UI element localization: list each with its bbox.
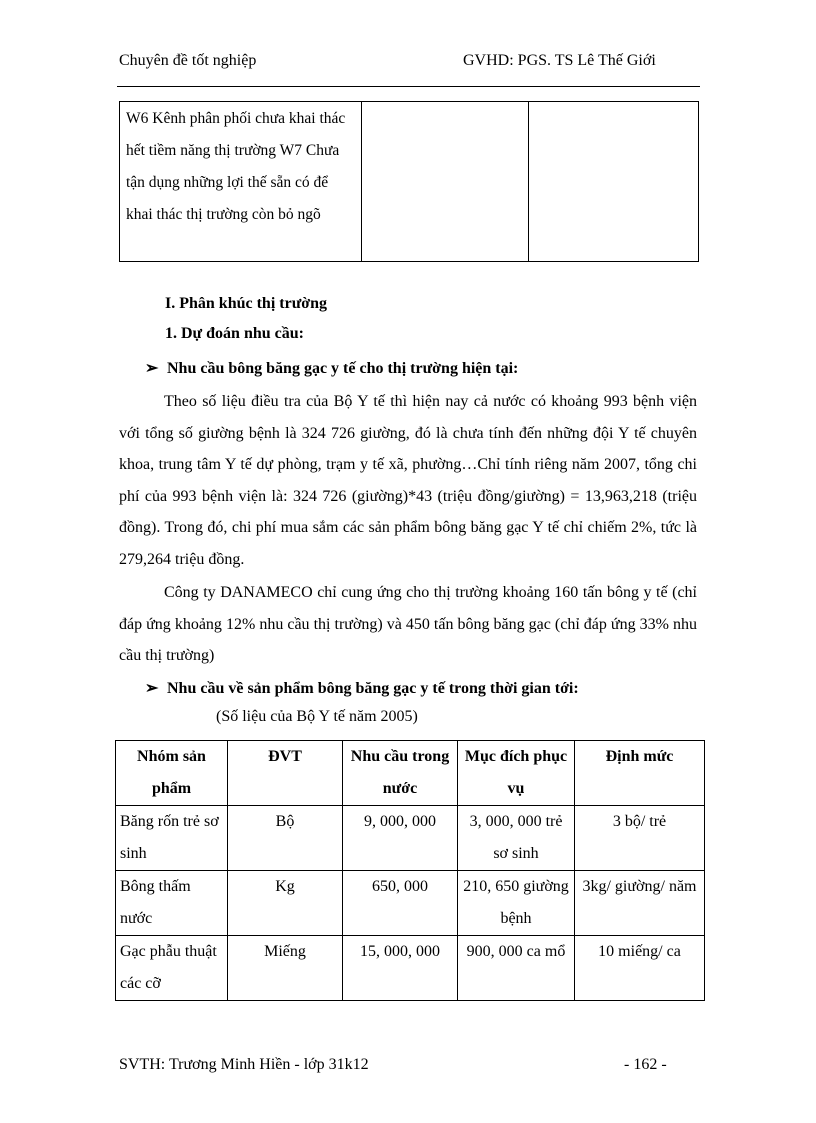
bullet-future-demand [145,678,579,698]
table-cell: 3 bộ/ trẻ [575,806,705,871]
table-cell: Bông thấm nước [116,871,228,936]
column-header: ĐVT [228,741,343,806]
table-row [116,936,705,1001]
footer-student: SVTH: Trương Minh Hiền - lớp 31k12 [119,1056,369,1073]
table-cell: Gạc phẫu thuật các cỡ [116,936,228,1001]
column-header: Định mức [575,741,705,806]
swot-empty-cell [362,102,529,262]
arrow-bullet-icon: ➢ [145,680,159,697]
header-course-title: Chuyên đề tốt nghiệp [119,52,257,69]
table-row [120,102,699,262]
table-cell: Bộ [228,806,343,871]
table-cell: Kg [228,871,343,936]
table-cell: 10 miếng/ ca [575,936,705,1001]
table-cell: Băng rốn trẻ sơ sinh [116,806,228,871]
page-number: - 162 - [624,1056,667,1073]
header-supervisor: GVHD: PGS. TS Lê Thế Giới [463,52,656,69]
swot-weakness-cell: W6 Kênh phân phối chưa khai thác hết tiềm năng thị trường W7 Chưa tận dụng những lợi thế sẵn có để khai thác thị trường còn bỏ ngõ [120,102,362,262]
subsection-heading: 1. Dự đoán nhu cầu: [165,325,304,342]
table-cell: 3, 000, 000 trẻ sơ sinh [458,806,575,871]
demand-table [115,740,705,1001]
table-row [116,871,705,936]
section-heading: I. Phân khúc thị trường [165,295,328,312]
arrow-bullet-icon: ➢ [145,360,159,377]
header-divider [117,86,700,87]
bullet-text: Nhu cầu về sản phẩm bông băng gạc y tế trong thời gian tới: [167,680,579,697]
column-header: Nhóm sản phẩm [116,741,228,806]
paragraph-survey: Theo số liệu điều tra của Bộ Y tế thì hiện nay cả nước có khoảng 993 bệnh viện với tổng số giường bệnh là 324 726 giường, đó là chưa tính đến những đội Y tế chuyên khoa, trung tâm Y tế dự phòng, trạm y tế xã, phường…Chỉ tính riêng năm 2007, tổng chi phí của 993 bệnh viện là: 324 726 (giường)*43 (triệu đồng/giường) = 13,963,218 (triệu đồng). Trong đó, chi phí mua sắm các sản phẩm bông băng gạc Y tế chỉ chiếm 2%, tức là 279,264 triệu đồng. [119,393,697,568]
table-cell: 15, 000, 000 [343,936,458,1001]
table-cell: 9, 000, 000 [343,806,458,871]
table-cell: 3kg/ giường/ năm [575,871,705,936]
table-cell: Miếng [228,936,343,1001]
table-cell: 900, 000 ca mổ [458,936,575,1001]
bullet-current-demand [145,358,518,378]
table-header-row [116,741,705,806]
bullet-text: Nhu cầu bông băng gạc y tế cho thị trường hiện tại: [167,360,519,377]
paragraph-company: Công ty DANAMECO chỉ cung ứng cho thị trường khoảng 160 tấn bông y tế (chỉ đáp ứng khoảng 12% nhu cầu thị trường) và 450 tấn bông băng gạc (chỉ đáp ứng 33% nhu cầu thị trường) [119,584,697,664]
table-cell: 210, 650 giường bệnh [458,871,575,936]
column-header: Mục đích phục vụ [458,741,575,806]
swot-table [119,101,699,262]
source-note: (Số liệu của Bộ Y tế năm 2005) [216,708,418,725]
swot-empty-cell [529,102,699,262]
table-cell: 650, 000 [343,871,458,936]
column-header: Nhu cầu trong nước [343,741,458,806]
table-row [116,806,705,871]
